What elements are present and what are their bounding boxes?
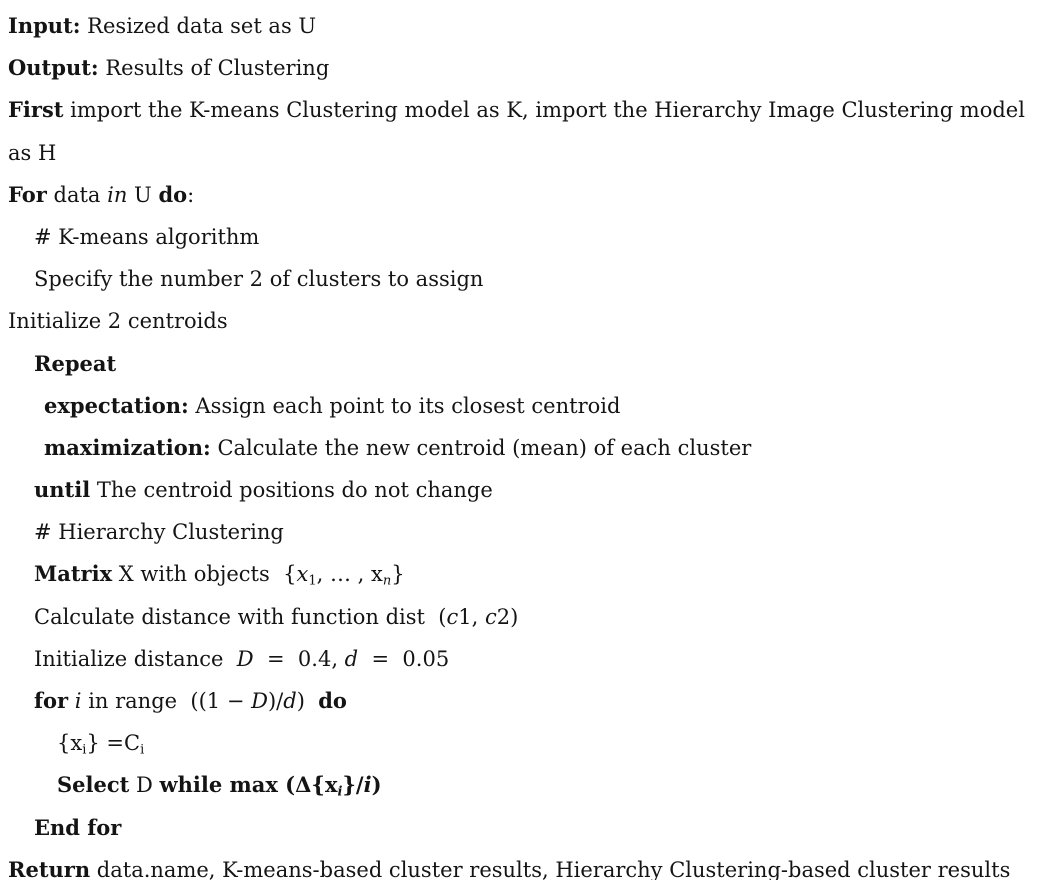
- text-segment: Return: [8, 856, 91, 880]
- text-segment: The centroid positions do not change: [90, 478, 493, 503]
- algorithm-line: [8, 849, 1052, 880]
- text-segment: D: [251, 689, 268, 713]
- text-segment: for: [34, 688, 69, 713]
- text-segment: Specify the number 2 of clusters to assign: [34, 267, 484, 292]
- algorithm-line: [34, 469, 1052, 511]
- text-segment: , … , x: [316, 562, 383, 587]
- algorithm-line: [8, 47, 1052, 89]
- algorithm-line: [34, 596, 1052, 638]
- text-segment: U: [127, 182, 159, 207]
- text-segment: i: [74, 689, 82, 713]
- text-segment: in range ((1 −: [81, 689, 252, 713]
- text-segment: i: [82, 742, 87, 758]
- text-segment: Initialize 2 centroids: [8, 309, 228, 334]
- text-segment: import the K-means Clustering model as K, import the Hierarchy Image Clustering model: [63, 98, 1025, 123]
- algorithm-line: [44, 385, 1052, 427]
- text-segment: i: [337, 784, 343, 800]
- algorithm-line: [8, 89, 1052, 131]
- text-segment: = 0.05: [358, 646, 450, 671]
- text-segment: D: [236, 646, 254, 671]
- algorithm-line: [8, 132, 1052, 174]
- algorithm-line: [44, 427, 1052, 469]
- text-segment: Resized data set as U: [80, 14, 317, 38]
- algorithm-line: [34, 553, 1052, 595]
- text-segment: First: [8, 97, 64, 123]
- text-segment: :: [187, 182, 195, 207]
- text-segment: c: [446, 604, 459, 629]
- algorithm-line: [34, 807, 1052, 849]
- text-segment: until: [34, 477, 91, 503]
- text-segment: data: [46, 182, 108, 207]
- text-segment: D: [129, 773, 160, 798]
- algorithm-lines: [8, 5, 1052, 880]
- text-segment: Initialize distance: [34, 646, 237, 671]
- text-segment: # Hierarchy Clustering: [34, 520, 284, 545]
- text-segment: = 0.4,: [253, 646, 345, 671]
- text-segment: ): [371, 772, 382, 798]
- algorithm-line: [34, 680, 1052, 722]
- text-segment: {x: [57, 731, 83, 756]
- text-segment: d: [283, 689, 297, 713]
- algorithm-line: [8, 174, 1052, 216]
- text-segment: # K-means algorithm: [34, 224, 260, 249]
- text-segment: X with objects {: [112, 562, 297, 587]
- text-segment: x: [324, 772, 338, 798]
- text-segment: do: [158, 181, 188, 207]
- text-segment: )/: [267, 689, 284, 713]
- algorithm-line: [8, 5, 1052, 47]
- text-segment: Results of Clustering: [98, 56, 330, 81]
- text-segment: i: [363, 772, 372, 798]
- text-segment: Select: [57, 772, 130, 798]
- text-segment: Output:: [8, 55, 99, 81]
- text-segment: Input:: [8, 13, 81, 38]
- text-segment: Calculate distance with function dist (: [34, 604, 447, 629]
- text-segment: do: [318, 688, 347, 713]
- text-segment: maximization:: [44, 434, 211, 460]
- algorithm-line: [57, 764, 1052, 806]
- text-segment: Δ{: [295, 772, 325, 798]
- text-segment: in: [107, 182, 128, 207]
- algorithm-line: [57, 722, 1052, 764]
- text-segment: d: [344, 646, 359, 671]
- text-segment: ): [296, 689, 319, 713]
- text-segment: 1: [308, 573, 317, 589]
- algorithm-line: [34, 638, 1052, 680]
- algorithm-line: [34, 216, 1052, 258]
- text-segment: expectation:: [44, 392, 189, 418]
- text-segment: n: [382, 573, 392, 589]
- text-segment: Matrix: [34, 561, 113, 587]
- text-segment: while max (: [159, 772, 296, 798]
- text-segment: Assign each point to its closest centroid: [188, 393, 621, 418]
- algorithm-line: [34, 511, 1052, 553]
- text-segment: data.name, K-means-based cluster results, Hierarchy Clustering-based cluster results: [90, 857, 1011, 880]
- algorithm-line: [8, 300, 1052, 342]
- text-segment: } =C: [86, 731, 141, 756]
- text-segment: For: [8, 181, 47, 207]
- text-segment: x: [296, 562, 309, 587]
- text-segment: 1,: [458, 604, 485, 629]
- text-segment: Repeat: [34, 350, 117, 376]
- text-segment: c: [484, 604, 497, 629]
- algorithm-line: [34, 258, 1052, 300]
- text-segment: End for: [34, 814, 122, 840]
- text-segment: as H: [8, 140, 57, 165]
- text-segment: 2): [496, 604, 519, 629]
- text-segment: }/: [342, 772, 364, 798]
- text-segment: Calculate the new centroid (mean) of each cluster: [210, 435, 752, 460]
- algorithm-line: [34, 343, 1052, 385]
- text-segment: i: [140, 742, 145, 758]
- text-segment: [68, 689, 75, 713]
- text-segment: }: [391, 562, 405, 587]
